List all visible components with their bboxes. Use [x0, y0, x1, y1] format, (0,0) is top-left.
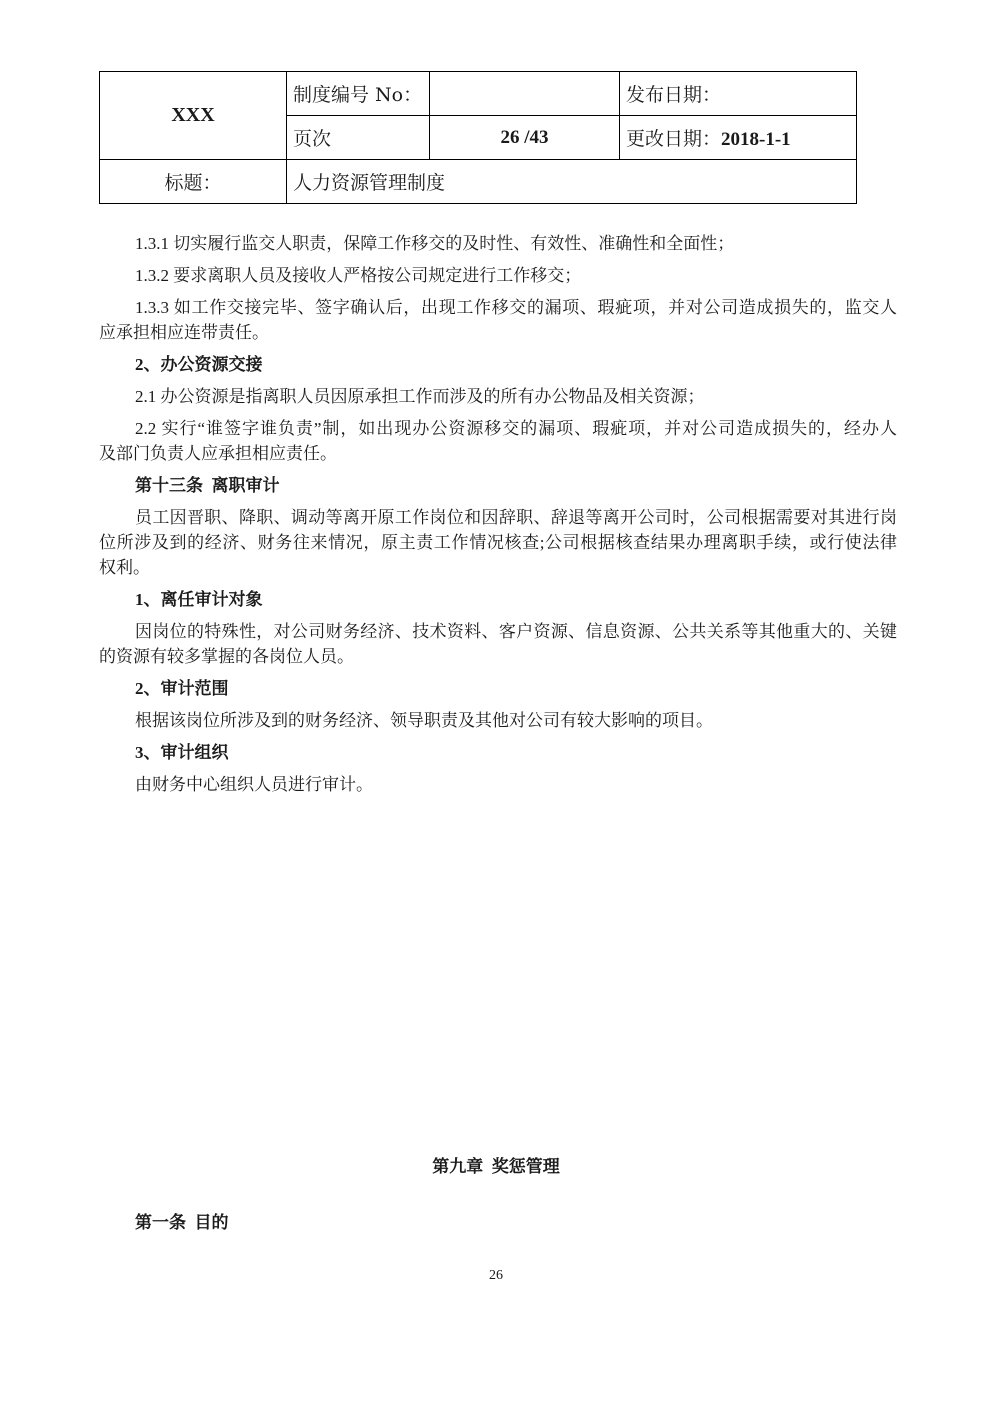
text-line: 1.3.2 要求离职人员及接收人严格按公司规定进行工作移交； — [135, 266, 582, 285]
heading-line: 第十三条 离职审计 — [135, 476, 280, 495]
text-line: 的资源有较多掌握的各岗位人员。 — [99, 647, 354, 666]
header-row-3 — [100, 160, 857, 204]
paragraph-2-2 — [99, 416, 897, 466]
title-label: 标题： — [100, 160, 287, 204]
doc-no-value — [430, 72, 620, 116]
section-heading — [99, 676, 897, 701]
page-number: 26 — [489, 1268, 503, 1283]
revise-date-label: 更改日期： — [626, 128, 722, 150]
heading-line: 2、审计范围 — [135, 679, 229, 698]
text-line: 2.2 实行“谁签字谁负责”制，如出现办公资源移交的漏项、瑕疵项，并对公司造成损失的，经办人 — [135, 419, 897, 438]
paragraph-2-1 — [99, 384, 897, 409]
paragraph-audit-scope — [99, 708, 897, 733]
text-line: 1.3.1 切实履行监交人职责，保障工作移交的及时性、有效性、准确性和全面性； — [135, 234, 735, 253]
publish-date-label: 发布日期： — [620, 72, 857, 116]
body-text — [99, 231, 897, 804]
text-line: 根据该岗位所涉及到的财务经济、领导职责及其他对公司有较大影响的项目。 — [135, 711, 713, 730]
title-value: 人力资源管理制度 — [287, 160, 857, 204]
text-line: 员工因晋职、降职、调动等离开原工作岗位和因辞职、辞退等离开公司时，公司根据需要对其进行岗 — [135, 508, 897, 527]
text-line: 位所涉及到的经济、财务往来情况，原主责工作情况核查;公司根据核查结果办理离职手续，或行使法律 — [99, 533, 897, 552]
paragraph-1-3-2 — [99, 263, 897, 288]
document-header-table — [99, 71, 857, 204]
section-heading — [99, 352, 897, 377]
revise-date-cell — [620, 116, 857, 160]
paragraph-article-13 — [99, 505, 897, 580]
paragraph-audit-organization — [99, 772, 897, 797]
heading-line: 3、审计组织 — [135, 743, 229, 762]
heading-line: 2、办公资源交接 — [135, 355, 263, 374]
article-heading: 第一条 目的 — [135, 1213, 229, 1232]
text-line: 应承担相应连带责任。 — [99, 323, 269, 342]
chapter-heading: 第九章 奖惩管理 — [432, 1157, 560, 1176]
header-row-1 — [100, 72, 857, 116]
text-line: 由财务中心组织人员进行审计。 — [135, 775, 373, 794]
section-heading — [99, 740, 897, 765]
section-heading — [99, 587, 897, 612]
article-13-heading — [99, 473, 897, 498]
company-name: XXX — [100, 72, 287, 160]
text-line: 及部门负责人应承担相应责任。 — [99, 444, 337, 463]
text-line: 因岗位的特殊性，对公司财务经济、技术资料、客户资源、信息资源、公共关系等其他重大的、关键 — [135, 622, 897, 641]
doc-no-label: 制度编号 No： — [287, 72, 430, 116]
paragraph-1-3-1 — [99, 231, 897, 256]
revise-date-value: 2018-1-1 — [721, 129, 791, 150]
text-line: 1.3.3 如工作交接完毕、签字确认后，出现工作移交的漏项、瑕疵项，并对公司造成损失的，监交人 — [135, 298, 897, 317]
text-line: 2.1 办公资源是指离职人员因原承担工作而涉及的所有办公物品及相关资源； — [135, 387, 705, 406]
paragraph-audit-target — [99, 619, 897, 669]
heading-line: 1、离任审计对象 — [135, 590, 263, 609]
page-label: 页次 — [287, 116, 430, 160]
paragraph-1-3-3 — [99, 295, 897, 345]
page-value: 26 /43 — [430, 116, 620, 160]
text-line: 权利。 — [99, 558, 150, 577]
